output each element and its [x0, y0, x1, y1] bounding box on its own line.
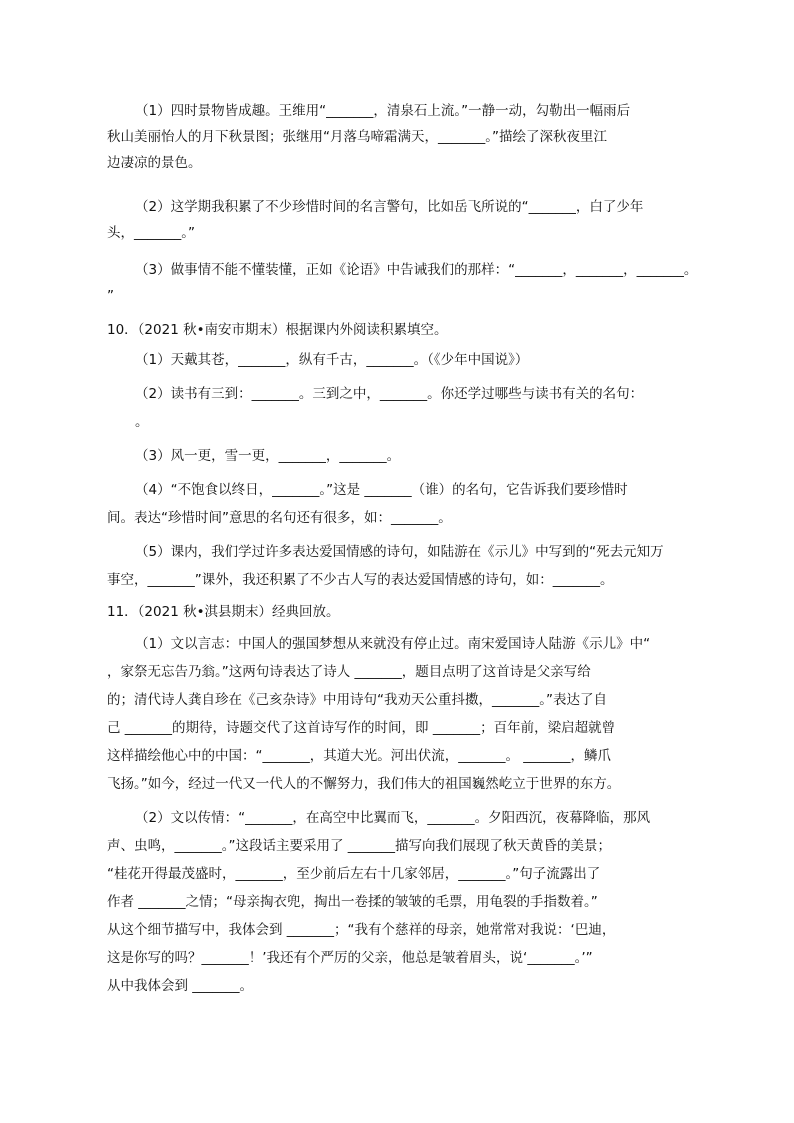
text-line: （1）天戴其苍，_______，纵有千古，_______。（《少年中国说》） [135, 352, 529, 368]
text-line: 这是你写的吗？_______！’我还有个严厉的父亲，他总是皱着眉头，说‘_______。’” [107, 950, 593, 966]
text-line: （3）风一更，雪一更，_______，_______。 [135, 448, 401, 464]
text-line: 事空，_______”课外，我还积累了不少古人写的表达爱国情感的诗句，如：_______。 [107, 572, 614, 588]
question-heading: 11．（2021 秋•淇县期末）经典回放。 [107, 604, 340, 620]
text-line: ，家祭无忘告乃翁。”这两句诗表达了诗人 _______，题目点明了这首诗是父亲写给 [107, 664, 591, 680]
text-line: 间。表达“珍惜时间”意思的名句还有很多，如：_______。 [107, 510, 452, 526]
text-line: （4）“不饱食以终日，_______。”这是 _______（谁）的名句，它告诉我们要珍惜时 [135, 482, 628, 498]
text-line: ” [107, 288, 114, 304]
text-line: （1）文以言志：中国人的强国梦想从来就没有停止过。南宋爱国诗人陆游《示儿》中“ [135, 636, 651, 652]
text-line: 飞扬。”如今，经过一代又一代人的不懈努力，我们伟大的祖国巍然屹立于世界的东方。 [107, 776, 621, 792]
text-line: 的；清代诗人龚自珍在《己亥杂诗》中用诗句“我劝天公重抖擞，_______。”表达了自 [107, 692, 607, 708]
text-line: 秋山美丽怡人的月下秋景图；张继用“月落乌啼霜满天，_______。”描绘了深秋夜里江 [107, 129, 607, 145]
text-line: （1）四时景物皆成趣。王维用“_______，清泉石上流。”一静一动，勾勒出一幅雨后 [135, 103, 631, 119]
text-line: 作者 _______之情；“母亲掏衣兜，掏出一卷揉的皱皱的毛票，用龟裂的手指数着。” [107, 894, 598, 910]
text-line: （2）读书有三到：_______。三到之中，_______。你还学过哪些与读书有关的名句： [135, 386, 644, 402]
text-line: 从中我体会到 _______。 [107, 978, 254, 994]
text-line: “桂花开得最茂盛时，_______，至少前后左右十几家邻居，_______。”句子流露出了 [107, 866, 601, 882]
text-line: 己 _______的期待，诗题交代了这首诗写作的时间，即 _______；百年前，梁启超就曾 [107, 720, 616, 736]
text-line: （2）文以传情：“_______，在高空中比翼而飞，_______。夕阳西沉，夜幕降临，那风 [135, 810, 651, 826]
text-line: 声、虫鸣，_______。”这段话主要采用了 _______描写向我们展现了秋天黄昏的美景； [107, 838, 612, 854]
question-heading: 10．（2021 秋•南安市期末）根据课内外阅读积累填空。 [107, 322, 448, 338]
text-line: 头，_______。” [107, 225, 195, 241]
text-line: （5）课内，我们学过许多表达爱国情感的诗句，如陆游在《示儿》中写到的“死去元知万 [135, 544, 664, 560]
text-line: 。 [135, 414, 149, 430]
text-line: 从这个细节描写中，我体会到 _______；“我有个慈祥的母亲，她常常对我说：‘巴迪， [107, 922, 616, 938]
text-line: 边凄凉的景色。 [107, 155, 202, 171]
text-line: （3）做事情不能不懂装懂，正如《论语》中告诫我们的那样：“_______，_______，_______。 [135, 262, 698, 278]
text-line: 这样描绘他心中的中国：“_______，其道大光。河出伏流，_______。 _______，鳞爪 [107, 748, 612, 764]
text-line: （2）这学期我积累了不少珍惜时间的名言警句，比如岳飞所说的“_______，白了少年 [135, 199, 644, 215]
